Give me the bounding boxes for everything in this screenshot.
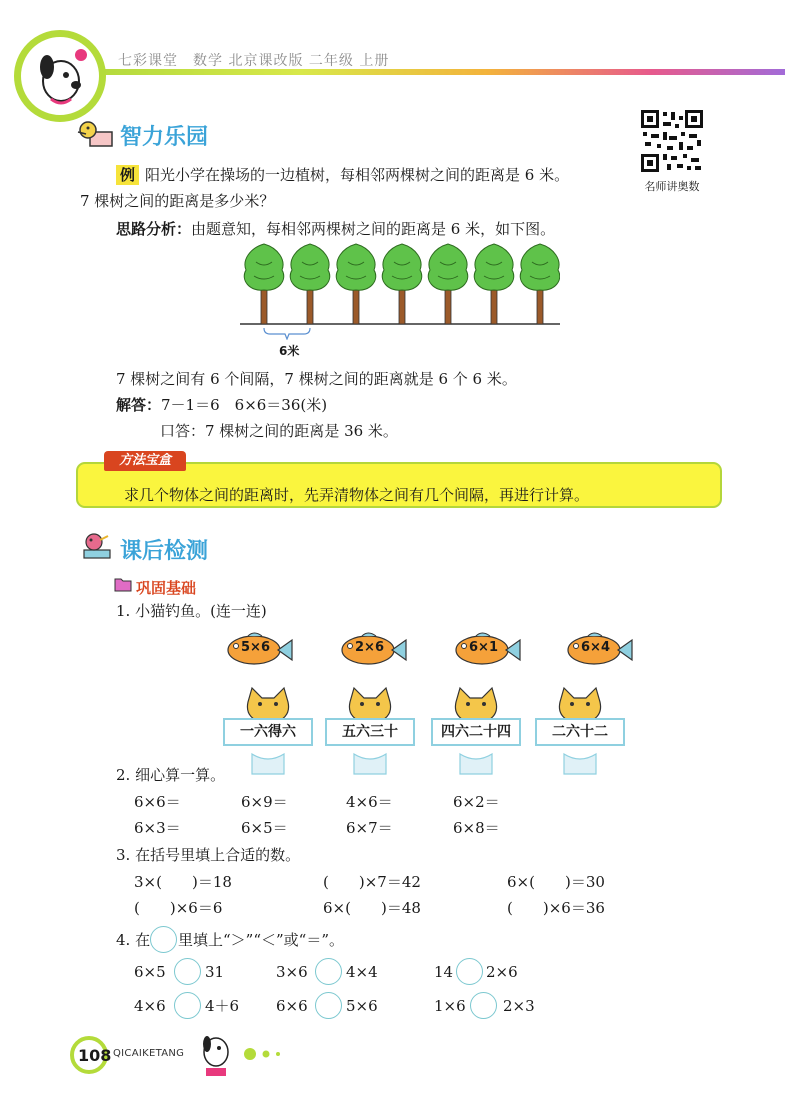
dog-mascot-small-icon: [196, 1030, 236, 1080]
q3-item[interactable]: ( )×6＝36: [507, 899, 605, 917]
answer-circle[interactable]: [174, 958, 201, 985]
subhead-basics: 巩固基础: [136, 579, 197, 597]
fish-item[interactable]: [224, 628, 294, 674]
q4-prompt-a: 4. 在: [116, 931, 151, 949]
answer-circle[interactable]: [315, 958, 342, 985]
analysis-line: 思路分析：由题意知，每相邻两棵树之间的距离是 6 米，如下图。: [116, 220, 556, 238]
cat-item[interactable]: [534, 684, 626, 780]
example-line-1: 例 阳光小学在操场的一边植树，每相邻两棵树之间的距离是 6 米。: [116, 165, 569, 185]
q3-prompt: 3. 在括号里填上合适的数。: [116, 846, 301, 864]
tree-icon: [336, 244, 376, 324]
tree-icon: [474, 244, 514, 324]
answer-circle[interactable]: [456, 958, 483, 985]
cat-item[interactable]: [324, 684, 416, 780]
q4-right: 5×6: [346, 997, 378, 1015]
tree-distance-diagram: [240, 240, 560, 340]
diagram-distance-label: 6米: [279, 344, 300, 358]
q4-left: 4×6: [134, 997, 166, 1015]
header-title: 七彩课堂 数学 北京课改版 二年级 上册: [118, 53, 390, 69]
answer-circle[interactable]: [315, 992, 342, 1019]
cat-label: 四六二十四: [431, 718, 521, 746]
tree-icon: [520, 244, 560, 324]
fish-item[interactable]: [452, 628, 522, 674]
q4-right: 31: [205, 963, 225, 981]
q4-right: 4×4: [346, 963, 378, 981]
q3-item[interactable]: 3×( )＝18: [134, 873, 232, 891]
example-badge: 例: [116, 165, 139, 185]
q4-left: 6×5: [134, 963, 166, 981]
q4-left: 14: [434, 963, 454, 981]
qr-code-icon[interactable]: [639, 108, 705, 174]
answer-circle: [150, 926, 177, 953]
brand-text: QICAIKETANG: [113, 1048, 185, 1059]
fish-expression: 5×6: [241, 640, 270, 655]
fish-item[interactable]: [564, 628, 634, 674]
q2-item[interactable]: 6×3＝: [134, 819, 181, 837]
method-box-text: 求几个物体之间的距离时，先弄清物体之间有几个间隔，再进行计算。: [124, 486, 590, 504]
cat-item[interactable]: [430, 684, 522, 780]
answer-line: 解答：7－1＝6 6×6＝36(米): [116, 396, 328, 414]
folder-icon: [114, 576, 132, 592]
tree-icon: [244, 244, 284, 324]
q2-item[interactable]: 6×5＝: [241, 819, 288, 837]
q2-prompt: 2. 细心算一算。: [116, 766, 226, 784]
q4-left: 1×6: [434, 997, 466, 1015]
q3-item[interactable]: ( )×6＝6: [134, 899, 223, 917]
q4-right: 2×6: [486, 963, 518, 981]
q3-item[interactable]: 6×( )＝48: [323, 899, 421, 917]
q4-prompt-b: 里填上“＞”“＜”或“＝”。: [178, 931, 345, 949]
fish-expression: 2×6: [355, 640, 384, 655]
answer-circle[interactable]: [174, 992, 201, 1019]
tree-icon: [382, 244, 422, 324]
cat-item[interactable]: [222, 684, 314, 780]
interval-brace: [264, 328, 310, 339]
q2-item[interactable]: 6×8＝: [453, 819, 500, 837]
q4-right: 4＋6: [205, 997, 240, 1015]
page-number: 108: [78, 1046, 112, 1065]
section-title-puzzle: 智力乐园: [120, 125, 209, 150]
method-box-tab: 方法宝盒: [104, 451, 186, 471]
q2-item[interactable]: 6×6＝: [134, 793, 181, 811]
oral-answer: 口答：7 棵树之间的距离是 36 米。: [160, 422, 398, 440]
q4-left: 3×6: [276, 963, 308, 981]
q2-item[interactable]: 6×7＝: [346, 819, 393, 837]
q3-item[interactable]: ( )×7＝42: [323, 873, 421, 891]
cat-label: 五六三十: [325, 718, 415, 746]
example-line-2: 7 棵树之间的距离是多少米？: [80, 192, 275, 210]
fish-expression: 6×1: [469, 640, 498, 655]
cat-label: 一六得六: [223, 718, 313, 746]
q1-prompt: 1. 小猫钓鱼。(连一连): [116, 602, 267, 620]
header-mascot-ring: [14, 30, 106, 122]
qr-caption: 名师讲奥数: [644, 180, 700, 193]
decor-dots-icon: [244, 1047, 294, 1061]
q3-item[interactable]: 6×( )＝30: [507, 873, 605, 891]
fish-expression: 6×4: [581, 640, 610, 655]
q4-left: 6×6: [276, 997, 308, 1015]
q2-item[interactable]: 6×9＝: [241, 793, 288, 811]
q4-right: 2×3: [503, 997, 535, 1015]
dog-mascot-icon: [21, 37, 99, 115]
section-title-check: 课后检测: [120, 539, 209, 564]
tree-icon: [290, 244, 330, 324]
fish-item[interactable]: [338, 628, 408, 674]
bird-books-icon: [74, 530, 116, 562]
explanation-text: 7 棵树之间有 6 个间隔，7 棵树之间的距离就是 6 个 6 米。: [116, 370, 517, 388]
q2-item[interactable]: 6×2＝: [453, 793, 500, 811]
cat-label: 二六十二: [535, 718, 625, 746]
q2-item[interactable]: 4×6＝: [346, 793, 393, 811]
answer-circle[interactable]: [470, 992, 497, 1019]
tree-icon: [428, 244, 468, 324]
puzzle-bird-icon: [76, 118, 116, 150]
